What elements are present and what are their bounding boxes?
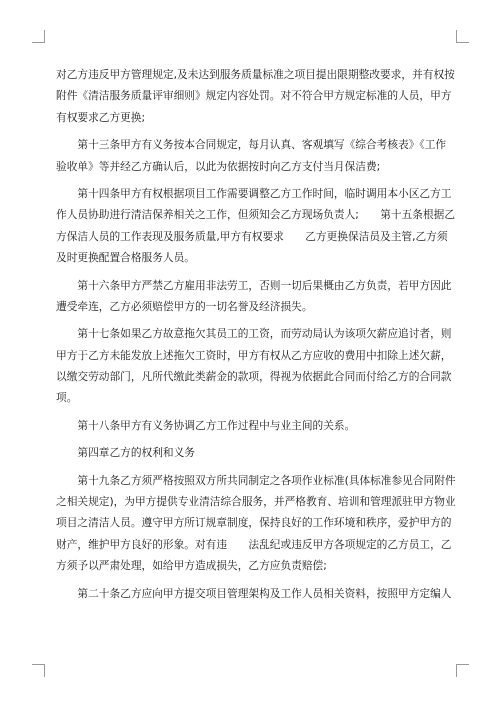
text-line: 第十八条甲方有义务协调乙方工作过程中与业主间的关系。 (56, 418, 356, 432)
text-line: 之相关规定)，为甲方提供专业清洁综合服务，并严格教育、培训和管理派驻甲方物业 (56, 495, 456, 509)
text-line: 验收单》等并经乙方确认后，以此为依据按时向乙方支付当月保洁费; (56, 159, 381, 173)
paragraph-article-17 (56, 323, 452, 409)
text-line: 项目之清洁人员。遵守甲方所订规章制度，保持良好的工作环境和秩序，爱护甲方的 (56, 516, 452, 530)
text-line: 第四章乙方的权利和义务 (56, 446, 195, 460)
text-line: 项。 (56, 391, 78, 405)
text-line: 第十七条如果乙方故意拖欠其员工的工资，而劳动局认为该项欠薪应追讨者，则 (56, 327, 452, 341)
crop-mark-bottom-left (32, 664, 45, 677)
text-line: 第十四条甲方有权根据项目工作需要调整乙方工作时间，临时调用本小区乙方工 (56, 186, 452, 200)
text-line: 有权要求乙方更换; (56, 110, 146, 124)
chapter-heading (56, 442, 444, 463)
paragraph-article-14 (56, 183, 456, 269)
document-body (56, 64, 456, 604)
text-line: 附件《清洁服务质量评审细则》规定内容处罚。对不符合甲方规定标准的人员，甲方 (56, 89, 452, 103)
crop-mark-bottom-right (456, 664, 469, 677)
text-line: 以缴交劳动部门，凡所代缴此类薪金的款项，得视为依据此合同而付给乙方的合同款 (56, 370, 452, 384)
text-line: 方须予以严肃处理，如给甲方造成损失，乙方应负责赔偿; (56, 559, 327, 573)
text-line: 对乙方违反甲方管理规定,及未达到服务质量标准之项目提出限期整改要求，并有权按 (56, 68, 455, 81)
text-line: 甲方于乙方未能发放上述拖欠工资时，甲方有权从乙方应收的费用中扣除上述欠薪， (56, 348, 452, 362)
paragraph-continuation (56, 64, 455, 128)
text-line: 及时更换配置合格服务人员。 (56, 251, 195, 265)
text-line: 第十九条乙方须严格按照双方所共同制定之各项作业标准(具体标准参见合同附件 (56, 473, 456, 487)
text-line: 第十三条甲方有义务按本合同规定，每月认真、客观填写《综合考核表》《工作 (56, 138, 447, 152)
text-line: 第二十条乙方应向甲方提交项目管理架构及工作人员相关资料，按照甲方定编人 (56, 586, 452, 600)
crop-mark-top-left (32, 30, 45, 43)
paragraph-article-18 (56, 415, 444, 436)
crop-mark-top-right (456, 30, 469, 43)
text-line: 方保洁人员的工作表现及服务质量,甲方有权要求 乙方更换保洁员及主管,乙方须 (56, 229, 448, 243)
paragraph-article-16 (56, 275, 452, 318)
paragraph-article-19 (56, 470, 456, 577)
text-line: 遭受牵连，乙方必须赔偿甲方的一切名誉及经济损失。 (56, 299, 313, 313)
paragraph-article-20 (56, 583, 452, 604)
text-line: 第十六条甲方严禁乙方雇用非法劳工，否则一切后果概由乙方负责，若甲方因此 (56, 278, 452, 292)
text-line: 作人员协助进行清洁保养相关之工作，但须知会乙方现场负责人; 第十五条根据乙 (56, 208, 456, 222)
text-line: 财产，维护甲方良好的形象。对有违 法乱纪或违反甲方各项规定的乙方员工，乙 (56, 537, 452, 551)
paragraph-article-13 (56, 134, 447, 177)
